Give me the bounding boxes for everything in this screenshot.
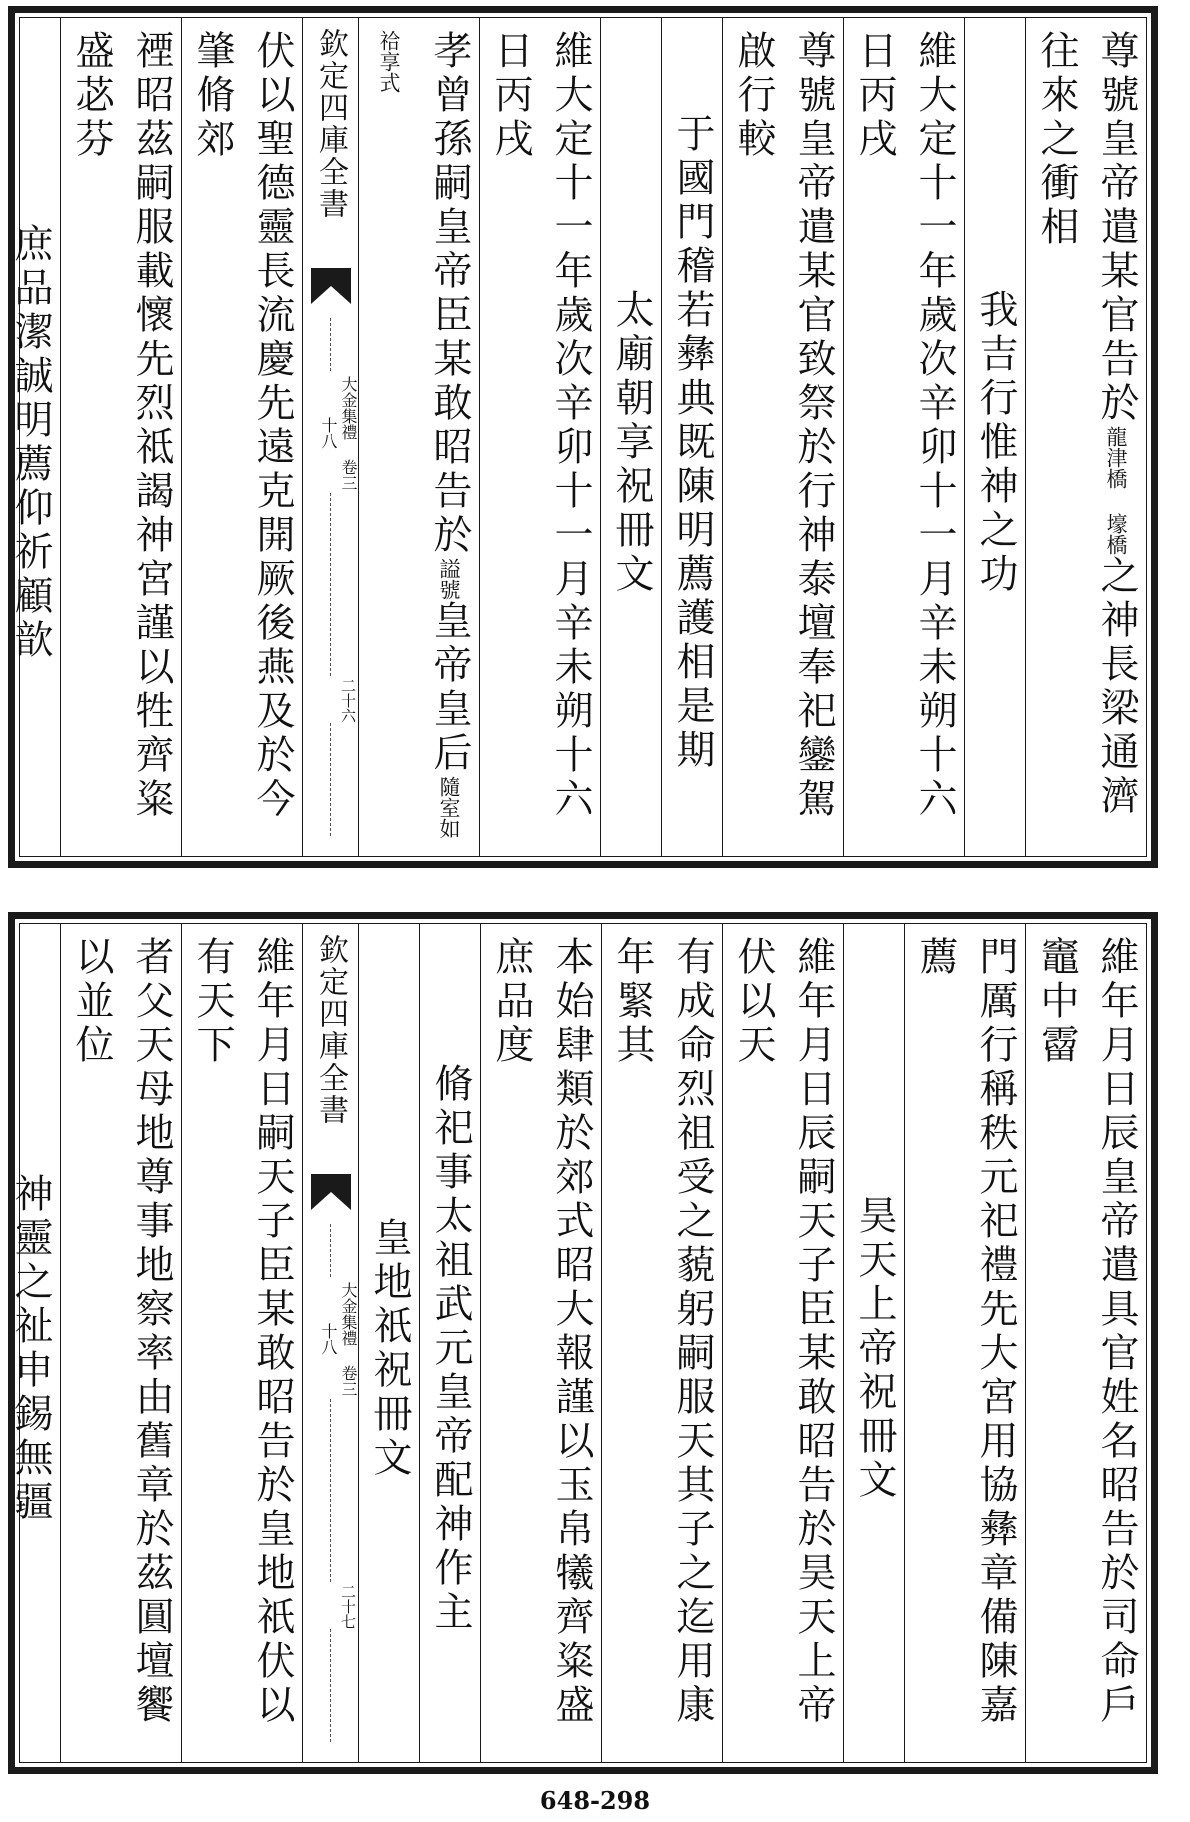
top-column-3 (843, 18, 964, 856)
bottom-column-11-text: 神靈之祉申錫無疆 (8, 1173, 53, 1525)
bottom-column-10-text: 者父天母地尊事地察率由舊章於茲圓壇饗以並位 (69, 936, 174, 1728)
bottom-column-5-text: 有成命烈祖受之藐躬嗣服天其子之迄用康年緊其 (610, 936, 715, 1728)
top-column-11-text: 庶品潔誠明薦仰祈顧歆 (8, 223, 53, 663)
top-column-6 (600, 18, 661, 856)
bottom-column-3-text: 昊天上帝祝冊文 (852, 1195, 897, 1503)
top-column-11 (0, 18, 60, 856)
bottom-column-4-text: 維年月日辰嗣天子臣某敢昭告於昊天上帝伏以天 (731, 936, 836, 1728)
top-column-7 (479, 18, 600, 856)
top-column-8 (358, 18, 479, 856)
page-number: 648-298 (539, 1786, 651, 1815)
book-title: 欽定四庫全書 (313, 934, 348, 1126)
bottom-center-margin (302, 924, 358, 1762)
top-column-1-text: 尊號皇帝遣某官告於龍津橋 壕橋之神長梁通濟往來之衝相 (1034, 30, 1139, 819)
top-panel (8, 6, 1158, 868)
bottom-column-8 (358, 924, 419, 1762)
bottom-column-9 (181, 924, 302, 1762)
bottom-column-11 (0, 924, 60, 1762)
top-column-10 (60, 18, 181, 856)
top-column-9-text: 伏以聖德靈長流慶先遠克開厥後燕及於今肇脩郊 (190, 30, 295, 822)
bottom-column-10 (60, 924, 181, 1762)
bottom-panel (8, 912, 1158, 1774)
bottom-column-6 (480, 924, 601, 1762)
top-column-2-text: 我吉行惟神之功 (973, 289, 1018, 597)
bottom-column-7 (419, 924, 480, 1762)
top-center-margin (302, 18, 358, 856)
bottom-column-6-text: 本始肆類於郊式昭大報謹以玉帛犧齊粢盛庶品度 (489, 936, 594, 1728)
top-column-5 (661, 18, 722, 856)
top-column-9 (181, 18, 302, 856)
bottom-column-9-text: 維年月日嗣天子臣某敢昭告於皇地祇伏以有天下 (190, 936, 295, 1728)
bottom-column-7-text: 脩祀事太祖武元皇帝配神作主 (428, 1063, 473, 1635)
top-column-3-text: 維大定十一年歲次辛卯十一月辛未朔十六日丙戌 (852, 30, 957, 822)
volume-label: 大金集禮 卷三十八 (303, 373, 358, 493)
top-column-4-text: 尊號皇帝遣某官致祭於行神泰壇奉祀鑾駕啟行較 (731, 30, 836, 822)
interlinear-note: 隨室如 祫享式 (377, 30, 461, 839)
top-column-7-text: 維大定十一年歲次辛卯十一月辛未朔十六日丙戌 (488, 30, 593, 822)
bottom-column-8-text: 皇地祇祝冊文 (367, 1217, 412, 1481)
top-column-2 (964, 18, 1025, 856)
fish-tail-mark-icon (311, 1174, 351, 1214)
bottom-column-1 (1025, 924, 1146, 1762)
bottom-panel-columns (8, 923, 1147, 1763)
top-column-10-text: 禋昭茲嗣服載懷先烈祗謁神宮謹以牲齊粢盛苾芬 (69, 30, 174, 822)
bottom-column-2-text: 門厲行稱秩元祀禮先大宮用協彝章備陳嘉薦 (913, 936, 1018, 1728)
folio-number: 二十七 (303, 1584, 358, 1629)
book-title: 欽定四庫全書 (313, 28, 348, 220)
bottom-column-1-text: 維年月日辰皇帝遣具官姓名昭告於司命戶竈中霤 (1034, 936, 1139, 1728)
bottom-column-3 (843, 924, 904, 1762)
top-column-1 (1025, 18, 1146, 856)
bottom-column-5 (601, 924, 722, 1762)
interlinear-note: 謚號 (437, 558, 461, 600)
fish-tail-mark-icon (311, 268, 351, 308)
top-panel-columns (8, 17, 1147, 857)
bottom-column-4 (722, 924, 843, 1762)
volume-label: 大金集禮 卷三十八 (303, 1279, 358, 1399)
top-column-6-text: 太廟朝享祝冊文 (609, 289, 654, 597)
top-column-5-text: 于國門稽若彝典既陳明薦護相是期 (670, 113, 715, 773)
bottom-column-2 (904, 924, 1025, 1762)
top-column-8-text: 孝曾孫嗣皇帝臣某敢昭告於謚號皇帝皇后隨室如 祫享式 (377, 30, 472, 839)
top-column-4 (722, 18, 843, 856)
folio-number: 二十六 (303, 678, 358, 723)
interlinear-note: 龍津橋 壕橋 (1104, 426, 1128, 555)
